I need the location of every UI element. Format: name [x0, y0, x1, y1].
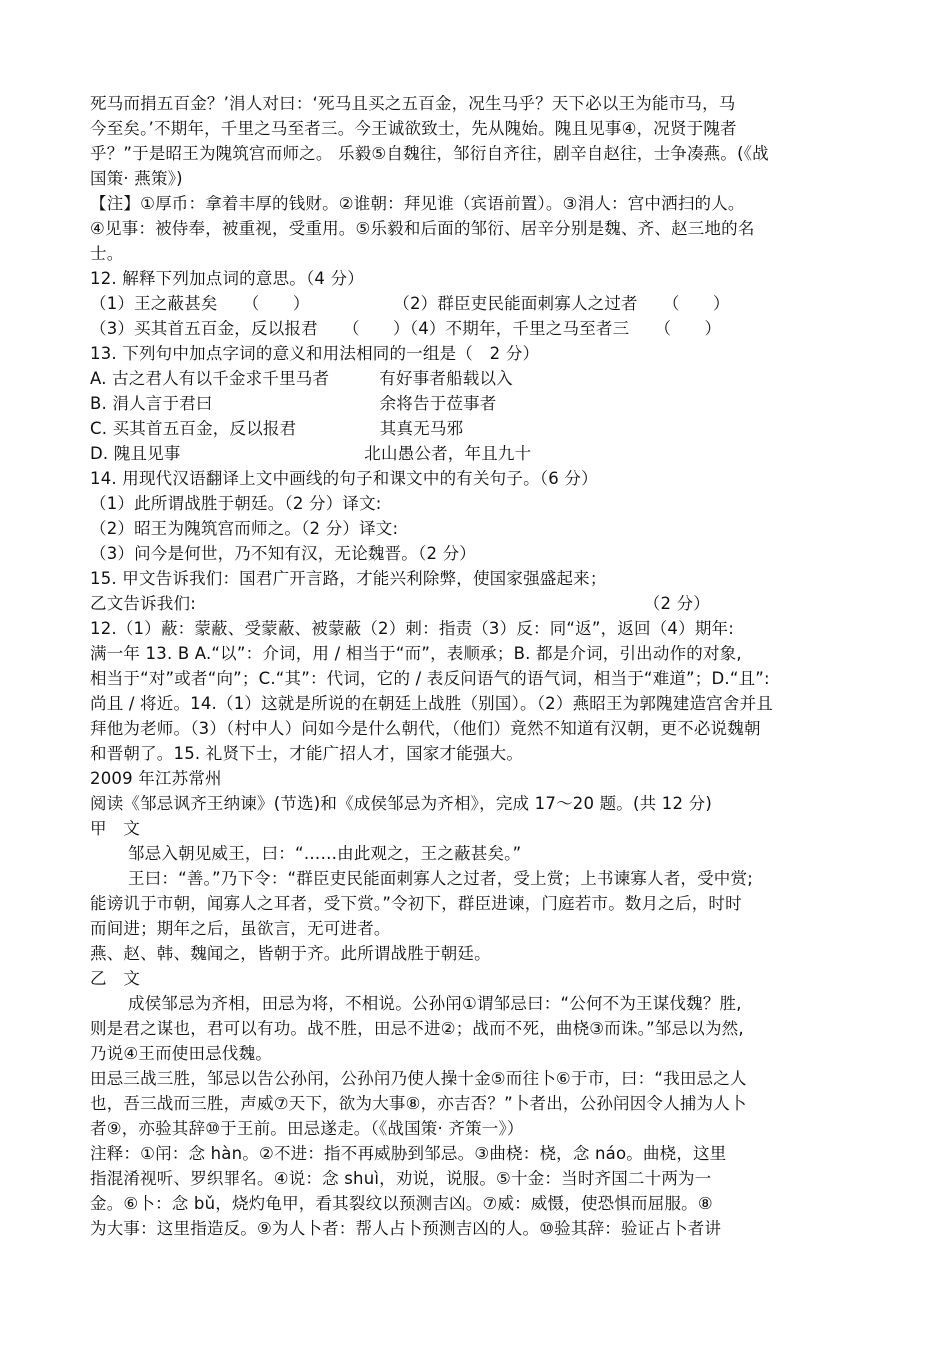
option-b: B. 涓人言于君曰 余将告于莅事者 — [90, 394, 497, 413]
answer-line: 满一年 13. B A.“以”：介词，用 / 相当于“而”，表顺承；B. 都是介词，引出动作的对象, — [90, 644, 742, 663]
question-14-item: （1）此所谓战胜于朝廷。（2 分）译文: — [90, 494, 382, 513]
passage-b-line: 者⑨，亦验其辞⑩于王前。田忌遂走。（《战国策· 齐策一》） — [90, 1119, 524, 1138]
passage-a-line: 能谤讥于市朝，闻寡人之耳者，受下赏。”令初下，群臣进谏，门庭若市。数月之后，时时 — [90, 894, 742, 913]
passage-a-line: 燕、赵、韩、魏闻之，皆朝于齐。此所谓战胜于朝廷。 — [90, 944, 491, 963]
answer-line: 和晋朝了。15. 礼贤下士，才能广招人才，国家才能强大。 — [90, 744, 524, 763]
question-12-title: 12. 解释下列加点词的意思。（4 分） — [90, 269, 364, 288]
annotation-line: 指混淆视听、罗织罪名。④说：念 shuì，劝说，说服。⑤十金：当时齐国二十两为一 — [90, 1169, 712, 1188]
answer-line: 拜他为老师。（3）（村中人）问如今是什么朝代，（他们）竟然不知道有汉朝，更不必说魏朝 — [90, 719, 761, 738]
answer-line: 尚且 / 将近。14.（1）这就是所说的在朝廷上战胜（别国）。（2）燕昭王为郭隗建造宫舍并且 — [90, 694, 773, 713]
text-line: 乎？”于是昭王为隗筑宫而师之。 乐毅⑤自魏往，邹衍自齐往，剧辛自赵往，士争凑燕。(《战 — [90, 144, 769, 163]
question-14-item: （2）昭王为隗筑宫而师之。（2 分）译文: — [90, 519, 399, 538]
text-line: 国策· 燕策》) — [90, 169, 183, 188]
text-line: 死马而捐五百金？’涓人对曰：‘死马且买之五百金，况生马乎？天下必以王为能市马，马 — [90, 94, 736, 113]
note-line: 士。 — [90, 244, 124, 263]
passage-b-label: 乙 文 — [90, 969, 141, 988]
passage-b-line: 乃说④王而使田忌伐魏。 — [90, 1044, 272, 1063]
option-a: A. 古之君人有以千金求千里马者 有好事者船载以入 — [90, 369, 513, 388]
passage-b-line: 则是君之谋也，君可以有功。战不胜，田忌不进②；战而不死，曲桡③而诛。”邹忌以为然, — [90, 1019, 744, 1038]
passage-b-line: 也，吾三战而三胜，声威⑦天下，欲为大事⑧，亦吉否？”卜者出，公孙闬因令人捕为人卜 — [90, 1094, 747, 1113]
question-15: 15. 甲文告诉我们：国君广开言路，才能兴利除弊，使国家强盛起来； — [90, 569, 607, 588]
option-c: C. 买其首五百金，反以报君 其真无马邪 — [90, 419, 464, 438]
question-14-title: 14. 用现代汉语翻译上文中画线的句子和课文中的有关句子。（6 分） — [90, 469, 598, 488]
passage-a-line: 邹忌入朝见威王，曰：“……由此观之，王之蔽甚矣。” — [128, 844, 522, 863]
text-line: 今至矣。’不期年，千里之马至者三。今王诚欲致士，先从隗始。隗且见事④，况贤于隗者 — [90, 119, 737, 138]
passage-a-line: 王曰：“善。”乃下令：“群臣吏民能面刺寡人之过者，受上赏；上书谏寡人者，受中赏; — [128, 869, 753, 888]
note-line: 【注】①厚币：拿着丰厚的钱财。②谁朝：拜见谁（宾语前置）。③涓人：宫中洒扫的人。 — [90, 194, 745, 213]
question-15-b — [90, 592, 890, 616]
section-heading: 2009 年江苏常州 — [90, 769, 222, 788]
passage-a-label: 甲 文 — [90, 819, 141, 838]
reading-instruction: 阅读《邹忌讽齐王纳谏》(节选)和《成侯邹忌为齐相》，完成 17～20 题。(共 12 分) — [90, 794, 712, 813]
option-d: D. 隗且见事 北山愚公者，年且九十 — [90, 444, 532, 463]
annotation-line: 为大事：这里指造反。⑨为人卜者：帮人占卜预测吉凶的人。⑩验其辞：验证占卜者讲 — [90, 1219, 722, 1238]
question-14-item: （3）问今是何世，乃不知有汉，无论魏晋。（2 分） — [90, 544, 476, 563]
answer-line: 12.（1）蔽：蒙蔽、受蒙蔽、被蒙蔽（2）刺：指责（3）反：同“返”，返回（4）期年: — [90, 619, 734, 638]
question-12-items: （1）王之蔽甚矣 （ ） （2）群臣吏民能面刺寡人之过者 （ ） — [90, 294, 730, 313]
annotation-line: 注释：①闬：念 hàn。②不进：指不再威胁到邹忌。③曲桡：桡，念 náo。曲桡，这里 — [90, 1144, 727, 1163]
answer-line: 相当于“对”或者“向”；C.“其”：代词，它的 / 表反问语气的语气词，相当于“难道”；D.“且”: — [90, 669, 770, 688]
question-12-items: （3）买其首五百金，反以报君 （ ）（4）不期年，千里之马至者三 （ ） — [90, 319, 722, 338]
annotation-line: 金。⑥卜：念 bǔ，烧灼龟甲，看其裂纹以预测吉凶。⑦威：威慑，使恐惧而屈服。⑧ — [90, 1194, 713, 1213]
note-line: ④见事：被侍奉，被重视，受重用。⑤乐毅和后面的邹衍、居辛分别是魏、齐、赵三地的名 — [90, 219, 755, 238]
question-15-b-text: 乙文告诉我们: — [90, 594, 196, 613]
passage-b-line: 田忌三战三胜，邹忌以告公孙闬，公孙闬乃使人操十金⑤而往卜⑥于市，曰：“我田忌之人 — [90, 1069, 747, 1088]
question-15-score: （2 分） — [643, 594, 710, 613]
passage-a-line: 而间进；期年之后，虽欲言，无可进者。 — [90, 919, 391, 938]
question-13-title: 13. 下列句中加点字词的意义和用法相同的一组是（ 2 分） — [90, 344, 540, 363]
passage-b-line: 成侯邹忌为齐相，田忌为将，不相说。公孙闬①谓邹忌曰：“公何不为王谋伐魏？胜, — [128, 994, 742, 1013]
